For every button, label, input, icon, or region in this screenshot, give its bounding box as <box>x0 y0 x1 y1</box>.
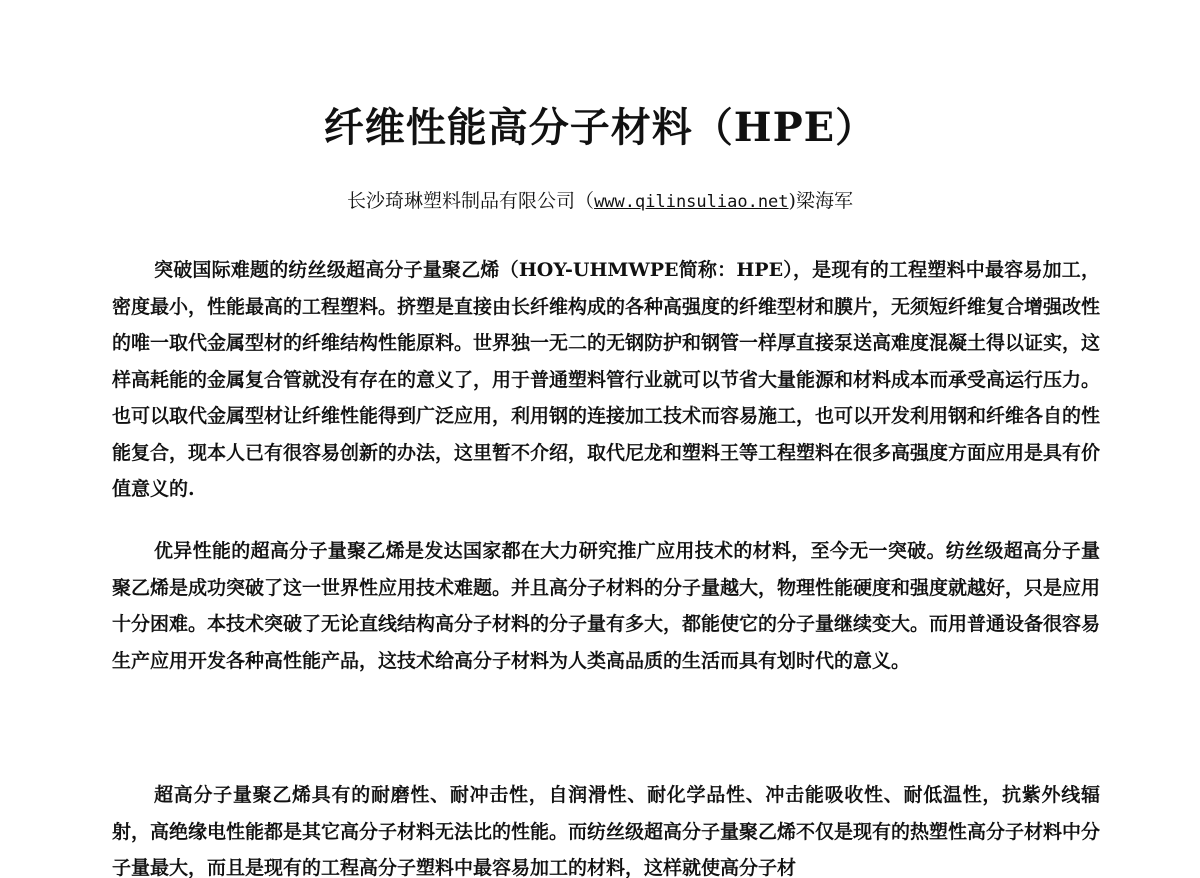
body-paragraph-1: 突破国际难题的纺丝级超高分子量聚乙烯（HOY-UHMWPE简称：HPE），是现有的工程塑料中最容易加工，密度最小，性能最高的工程塑料。挤塑是直接由长纤维构成的各种高强度的纤维型材和膜片，无须短纤维复合增强改性的唯一取代金属型材的纤维结构性能原料。世界独一无二的无钢防护和钢管一样厚直接泵送高难度混凝土得以证实，这样高耗能的金属复合管就没有存在的意义了，用于普通塑料管行业就可以节省大量能源和材料成本而承受高运行压力。也可以取代金属型材让纤维性能得到广泛应用，利用钢的连接加工技术而容易施工，也可以开发利用钢和纤维各自的性能复合，现本人已有很容易创新的办法，这里暂不介绍，取代尼龙和塑料王等工程塑料在很多高强度方面应用是具有价值意义的. <box>112 259 1101 500</box>
body-paragraph-3: 超高分子量聚乙烯具有的耐磨性、耐冲击性，自润滑性、耐化学品性、冲击能吸收性、耐低温性，抗紫外线辐射，高绝缘电性能都是其它高分子材料无法比的性能。而纺丝级超高分子量聚乙烯不仅是现有的热塑性高分子材料中分子量最大，而且是现有的工程高分子塑料中最容易加工的材料，这样就使高分子材 <box>112 784 1101 878</box>
author-name: )梁海军 <box>788 190 853 212</box>
byline <box>0 186 1200 217</box>
company-website-link[interactable]: www.qilinsuliao.net <box>594 192 789 212</box>
document-title: 纤维性能高分子材料（HPE） <box>323 104 877 151</box>
body-paragraph-2: 优异性能的超高分子量聚乙烯是发达国家都在大力研究推广应用技术的材料，至今无一突破。纺丝级超高分子量聚乙烯是成功突破了这一世界性应用技术难题。并且高分子材料的分子量越大，物理性能硬度和强度就越好，只是应用十分困难。本技术突破了无论直线结构高分子材料的分子量有多大，都能使它的分子量继续变大。而用普通设备很容易生产应用开发各种高性能产品，这技术给高分子材料为人类高品质的生活而具有划时代的意义。 <box>112 540 1101 672</box>
company-name: 长沙琦琳塑料制品有限公司（ <box>347 190 595 212</box>
